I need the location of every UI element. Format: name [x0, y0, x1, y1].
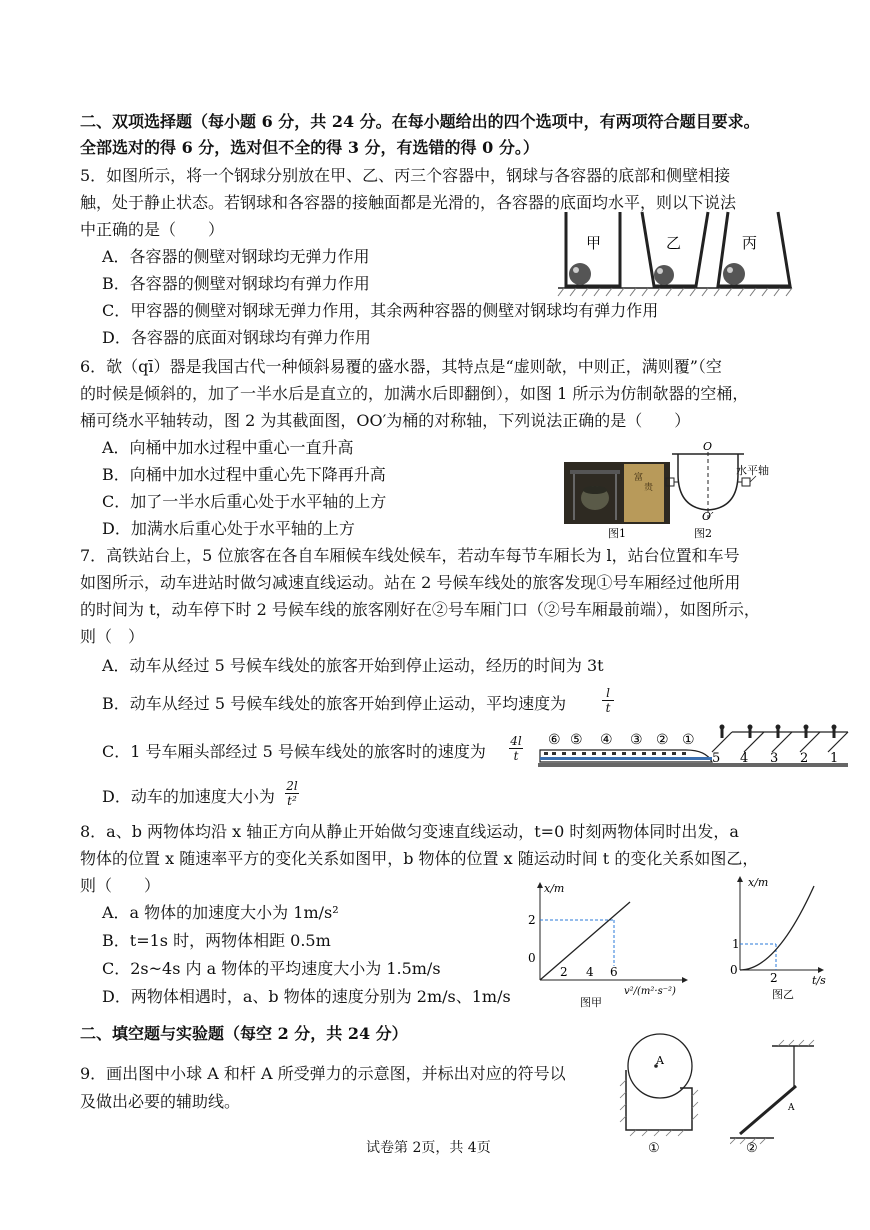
- q8-jia-xlabel: v²/(m²·s⁻²): [624, 986, 676, 997]
- q6-o-bottom: O′: [702, 510, 714, 523]
- q6-option-a: A．向桶中加水过程中重心一直升高: [102, 438, 354, 457]
- q5-stem-line2: 触，处于静止状态。若钢球和各容器的接触面都是光滑的，各容器的底面均水平，则以下说法: [80, 193, 737, 212]
- q8-jia-xtick-2: 2: [560, 965, 568, 979]
- q7-option-b-text: B．动车从经过 5 号候车线处的旅客开始到停止运动，平均速度为: [102, 694, 567, 713]
- q9-rod-label: A: [788, 1103, 795, 1113]
- q7-stem-line4: 则（ ）: [80, 627, 145, 646]
- q8-yi-curve: [740, 886, 814, 970]
- q8-option-b: B．t=1s 时，两物体相距 0.5m: [102, 931, 331, 950]
- q8-yi-xlabel: t/s: [812, 974, 826, 987]
- q7-car-label-6: ⑥: [548, 732, 561, 748]
- q7-train: [540, 750, 712, 762]
- page-footer: 试卷第 2页，共 4页: [366, 1140, 491, 1156]
- q5-ball-bing: [723, 263, 745, 285]
- q8-yi-origin: 0: [730, 963, 738, 977]
- q8-option-a: A．a 物体的加速度大小为 1m/s²: [102, 903, 339, 922]
- q7-option-b-numerator: l: [602, 686, 614, 701]
- q8-jia-origin: 0: [528, 951, 536, 965]
- q5-option-d: D．各容器的底面对钢球均有弹力作用: [102, 328, 371, 347]
- q8-yi-xtick: 2: [770, 971, 778, 985]
- q5-label-bing: 丙: [742, 234, 758, 252]
- q6-stem-line2: 的时候是倾斜的，加了一半水后是直立的，加满水后即翻倒），如图 1 所示为仿制欹器的空桶，: [80, 384, 749, 403]
- q7-stem-line3: 的时间为 t，动车停下时 2 号候车线的旅客刚好在②号车厢门口（②号车厢最前端），如图所示，: [80, 600, 760, 619]
- q8-jia-ylabel: x/m: [544, 882, 565, 895]
- q7-option-d-numerator: 2l: [286, 779, 298, 793]
- q7-option-b-fraction: [602, 686, 614, 715]
- q7-car-label-5: ⑤: [570, 732, 583, 748]
- section2-heading-line1: 二、双项选择题（每小题 6 分，共 24 分。在每小题给出的四个选项中，有两项符合题目要求。: [80, 112, 760, 131]
- q9-ball-label: A: [656, 1054, 664, 1067]
- q7-option-b-denominator: t: [605, 701, 611, 715]
- svg-text:富: 富: [634, 473, 644, 483]
- q5-containers-figure: [556, 208, 796, 298]
- section2-heading-line2: 全部选对的得 6 分，选对但不全的得 3 分，有选错的得 0 分。）: [80, 138, 539, 157]
- q5-option-c: C．甲容器的侧壁对钢球无弹力作用，其余两种容器的侧壁对钢球均有弹力作用: [102, 301, 659, 320]
- q9-ball-figure: [616, 1030, 706, 1160]
- section3-heading: 二、填空题与实验题（每空 2 分，共 24 分）: [80, 1024, 408, 1043]
- svg-text:贵: 贵: [644, 483, 654, 493]
- q8-jia-xtick-6: 6: [610, 965, 618, 979]
- q8-jia-caption: 图甲: [580, 996, 602, 1009]
- q6-figure2-cross-section: [660, 440, 770, 540]
- q7-car-label-1: ①: [682, 732, 695, 748]
- q5-option-a: A．各容器的侧壁对钢球均无弹力作用: [102, 247, 370, 266]
- q5-stem-line1: 5．如图所示，将一个钢球分别放在甲、乙、丙三个容器中，钢球与各容器的底部和侧壁相接: [80, 166, 731, 185]
- q5-ball-jia: [569, 263, 591, 285]
- q9-caption-1: ①: [648, 1141, 660, 1156]
- q7-platform-label-4: 4: [740, 751, 749, 766]
- q9-rod-figure: [730, 1036, 830, 1160]
- q9-stem-line2: 及做出必要的辅助线。: [80, 1092, 241, 1111]
- q7-platform-label-2: 2: [800, 751, 809, 766]
- q7-option-c-text: C．1 号车厢头部经过 5 号候车线处的旅客时的速度为: [102, 742, 486, 761]
- q9-caption-2: ②: [746, 1141, 758, 1156]
- q7-train-platform-figure: [536, 724, 856, 776]
- q7-option-d: [102, 787, 275, 807]
- q7-option-d-fraction: [285, 779, 299, 808]
- q7-option-d-text: D．动车的加速度大小为: [102, 787, 275, 806]
- q8-jia-ytick: 2: [528, 913, 536, 927]
- q5-label-yi: 乙: [666, 234, 682, 252]
- q8-yi-ytick: 1: [732, 937, 740, 951]
- q6-option-c: C．加了一半水后重心处于水平轴的上方: [102, 492, 387, 511]
- q7-platform-label-5: 5: [712, 751, 721, 766]
- q8-stem-line1: 8．a、b 两物体均沿 x 轴正方向从静止开始做匀变速直线运动，t=0 时刻两物体同时出发，a: [80, 822, 739, 841]
- q8-graph-jia: [520, 880, 690, 1010]
- q8-jia-xtick-4: 4: [586, 965, 594, 979]
- q8-option-d: D．两物体相遇时，a、b 物体的速度分别为 2m/s、1m/s: [102, 987, 511, 1006]
- q8-option-c: C．2s~4s 内 a 物体的平均速度大小为 1.5m/s: [102, 959, 441, 978]
- q7-platform-label-3: 3: [770, 751, 779, 766]
- q5-ball-yi: [654, 265, 674, 285]
- q7-option-c-denominator: t: [513, 749, 519, 763]
- q7-option-c-numerator: 4l: [510, 734, 522, 748]
- q8-yi-caption: 图乙: [772, 988, 794, 1001]
- q8-stem-line3: 则（ ）: [80, 876, 161, 895]
- q6-option-b: B．向桶中加水过程中重心先下降再升高: [102, 465, 386, 484]
- q5-stem-line3: 中正确的是（ ）: [80, 220, 225, 239]
- q7-stem-line1: 7．高铁站台上，5 位旅客在各自车厢候车线处候车，若动车每节车厢长为 l，站台位置和车号: [80, 546, 740, 565]
- q7-option-b: [102, 694, 566, 714]
- q8-graph-yi: [726, 872, 836, 1002]
- q7-stem-line2: 如图所示，动车进站时做匀减速直线运动。站在 2 号候车线处的旅客发现①号车厢经过他所用: [80, 573, 741, 592]
- q5-option-b: B．各容器的侧壁对钢球均有弹力作用: [102, 274, 370, 293]
- q7-car-label-3: ③: [630, 732, 643, 748]
- q7-option-c-fraction: [509, 734, 523, 763]
- q6-option-d: D．加满水后重心处于水平轴的上方: [102, 519, 355, 538]
- q7-car-label-2: ②: [656, 732, 669, 748]
- q7-platform-label-1: 1: [830, 751, 839, 766]
- q7-car-label-4: ④: [600, 732, 613, 748]
- q6-figure1-photo: [562, 440, 672, 540]
- q5-label-jia: 甲: [586, 234, 602, 252]
- q7-option-c: [102, 742, 486, 762]
- q6-axis-label: 水平轴: [736, 464, 769, 477]
- q6-o-top: O: [703, 440, 713, 453]
- q6-fig1-caption: 图1: [608, 527, 626, 540]
- q8-yi-ylabel: x/m: [748, 876, 769, 889]
- q6-stem-line3: 桶可绕水平轴转动，图 2 为其截面图，OO′为桶的对称轴，下列说法正确的是（ ）: [80, 411, 691, 430]
- q7-option-d-denominator: t²: [287, 794, 297, 808]
- q9-stem-line1: 9．画出图中小球 A 和杆 A 所受弹力的示意图，并标出对应的符号以: [80, 1064, 566, 1083]
- q8-stem-line2: 物体的位置 x 随速率平方的变化关系如图甲，b 物体的位置 x 随运动时间 t 的变化关系如图乙，: [80, 849, 759, 868]
- q6-fig2-caption: 图2: [694, 527, 712, 540]
- q6-stem-line1: 6．欹（qī）器是我国古代一种倾斜易覆的盛水器，其特点是“虚则欹，中则正，满则覆”（空: [80, 357, 722, 376]
- q7-option-a: A．动车从经过 5 号候车线处的旅客开始到停止运动，经历的时间为 3t: [102, 656, 604, 675]
